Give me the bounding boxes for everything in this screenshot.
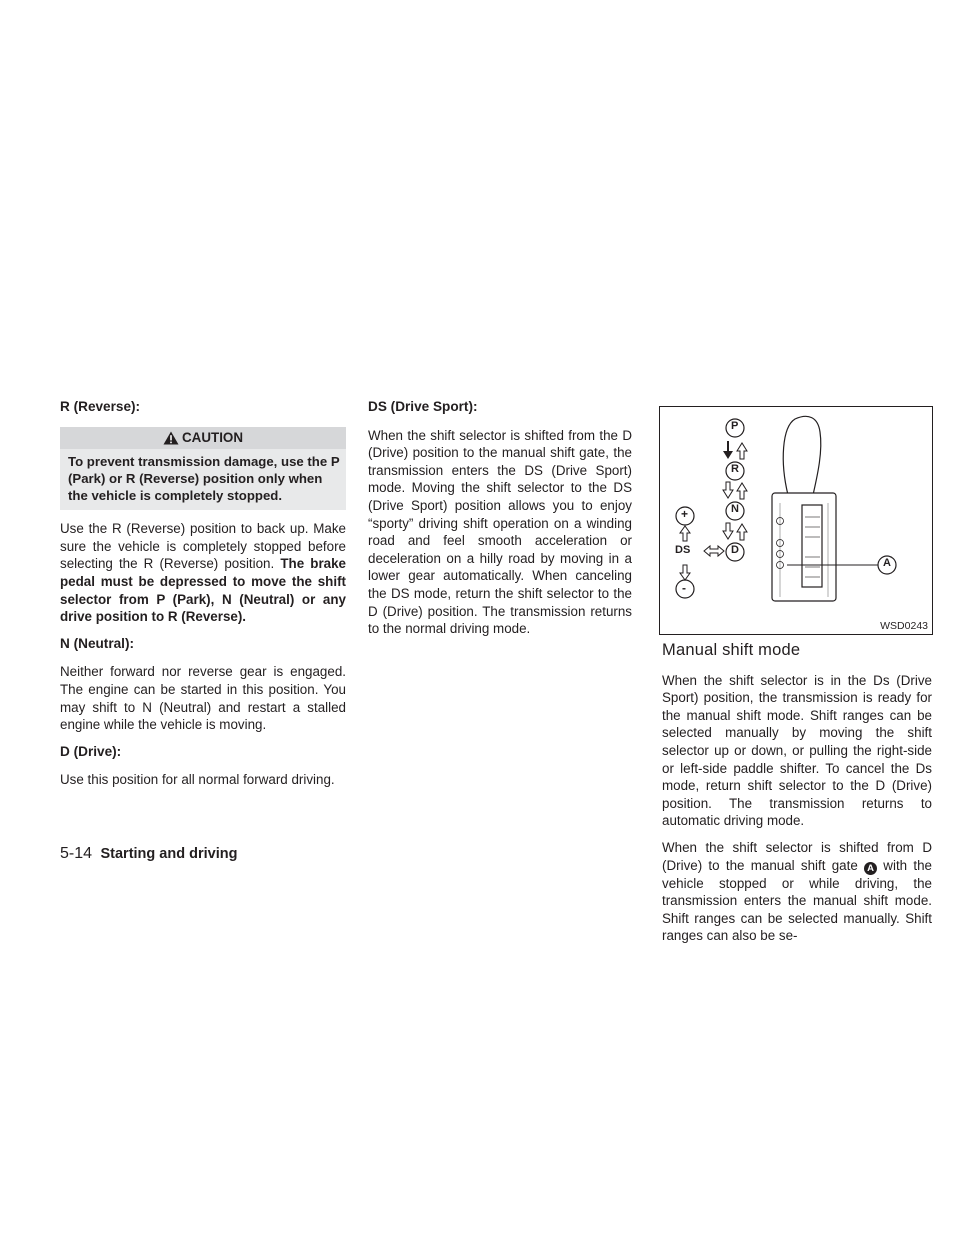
label-a: A xyxy=(883,557,891,569)
paragraph-2-end: with the vehicle stopped or while driving, the transmission enters the manual shift mode. Shift ranges can be selected manually. Shift ranges can also be se- xyxy=(662,857,932,944)
left-column xyxy=(60,398,346,798)
paragraph-2-start: When the shift selector is shifted from D (Drive) to the manual shift gate xyxy=(662,839,932,873)
reverse-text: Use the R (Reverse) position to back up. Make sure the vehicle is completely stopped before selecting the R (Reverse) position. xyxy=(60,521,346,572)
label-n: N xyxy=(731,503,739,515)
label-minus: - xyxy=(682,581,686,595)
reverse-paragraph xyxy=(60,520,346,626)
label-plus: + xyxy=(681,507,689,521)
reverse-heading: R (Reverse): xyxy=(60,399,141,414)
figure-code: WSD0243 xyxy=(880,620,928,632)
drive-text: Use this position for all normal forward driving. xyxy=(60,772,335,788)
manual-shift-paragraph-1: When the shift selector is in the Ds (Drive Sport) position, the transmission is ready for the manual shift mode. Shift ranges can be selected manually by moving the shift selector up or down, or pulling the right-side or left-side paddle shifter. To cancel the Ds mode, return shift selector to the D (Drive) position. The transmission returns to automatic driving mode. xyxy=(662,672,932,829)
neutral-text: Neither forward nor reverse gear is engaged. The engine can be started in this position. You may shift to N (Neutral) and restart a stalled engine while the vehicle is moving. xyxy=(60,664,346,733)
section-name: Starting and driving xyxy=(100,846,238,862)
label-p: P xyxy=(731,420,739,432)
label-r: R xyxy=(731,463,739,475)
drive-heading: D (Drive): xyxy=(60,743,122,759)
reverse-bold-text: The brake pedal must be depressed to move the shift selector from P (Park), N (Neutral) or any drive position to R (Reverse). xyxy=(60,556,346,625)
label-ds: DS xyxy=(675,544,691,556)
page-footer xyxy=(60,845,237,863)
callout-a-icon: A xyxy=(864,862,877,875)
middle-column xyxy=(368,398,632,647)
ds-heading: DS (Drive Sport): xyxy=(368,399,478,414)
shift-gate-diagram xyxy=(660,407,932,634)
right-column xyxy=(662,632,932,954)
neutral-heading: N (Neutral): xyxy=(60,635,135,651)
label-d: D xyxy=(731,544,739,556)
caution-text: To prevent transmission damage, use the P (Park) or R (Reverse) position only when the vehicle is completely stopped. xyxy=(60,449,346,511)
ds-text: When the shift selector is shifted from the D (Drive) position to the manual shift gate, the transmission enters the DS (Drive Sport) mode. Moving the shift selector to the DS (Drive Sport) position allows you to enjoy “sporty” driving shift operation on a winding road and feel smooth acceleration or deceleration on a hilly road by moving in a lower gear automatically. When canceling the DS mode, return the shift selector to the D (Drive) position. The transmission returns to the normal driving mode. xyxy=(368,427,632,637)
manual-shift-paragraph-2 xyxy=(662,839,932,945)
caution-title: CAUTION xyxy=(182,429,243,445)
shift-gate-figure xyxy=(659,406,933,635)
page-number: 5-14 xyxy=(60,845,93,862)
section-title: Manual shift mode xyxy=(662,641,801,659)
warning-triangle-icon xyxy=(163,431,179,445)
caution-title-bar xyxy=(60,427,346,449)
